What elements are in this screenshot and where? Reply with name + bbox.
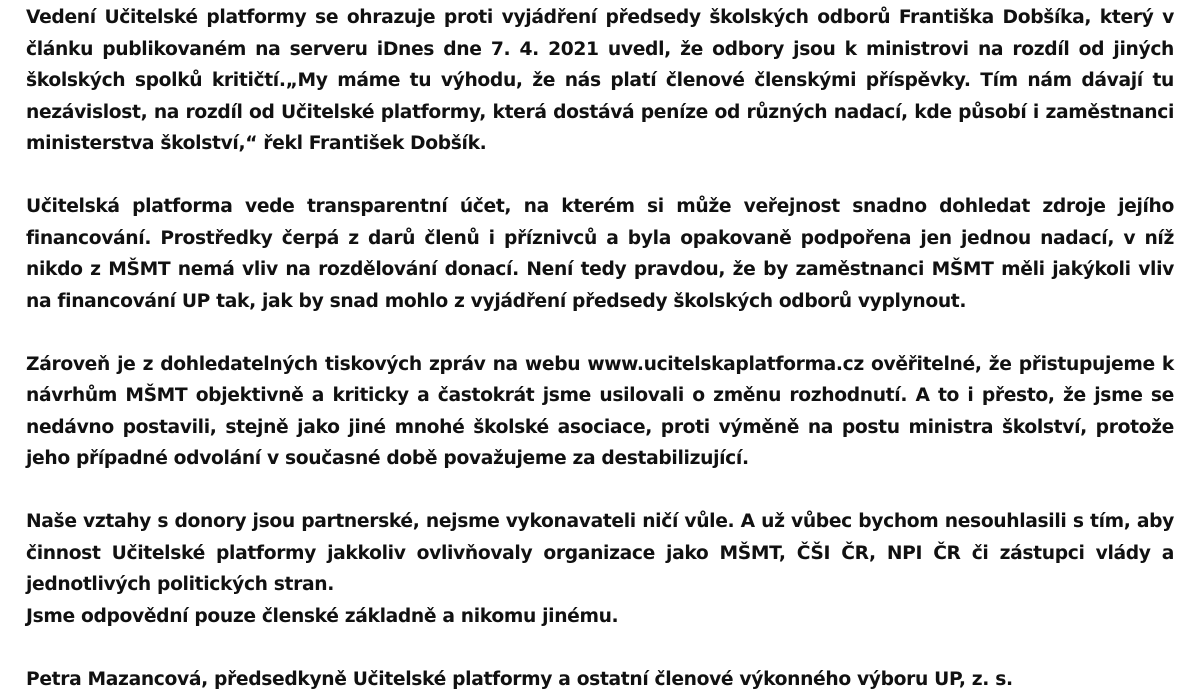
paragraph-response-to-union: Vedení Učitelské platformy se ohrazuje proti vyjádření předsedy školských odborů Františka Dobšíka, který v článku publikovaném na serveru iDnes dne 7. 4. 2021 uvedl, že odbory jsou k ministrovi na rozdíl od jiných školských spolků kritičtí.„My máme tu výhodu, že nás platí členové členskými příspěvky. Tím nám dávají tu nezávislost, na rozdíl od Učitelské platformy, která dostává peníze od různých nadací, kde působí i zaměstnanci ministerstva školství,“ řekl František Dobšík.: [26, 2, 1174, 160]
paragraph-objective-approach: Zároveň je z dohledatelných tiskových zpráv na webu www.ucitelskaplatforma.cz ověřitelné, že přistupujeme k návrhům MŠMT objektivně a kriticky a častokrát jsme usilovali o změnu rozhodnutí. A to i přesto, že jsme se nedávno postavili, stejně jako jiné mnohé školské asociace, proti výměně na postu ministra školství, protože jeho případné odvolání v současné době považujeme za destabilizující.: [26, 349, 1174, 475]
paragraph-donor-relations: Naše vztahy s donory jsou partnerské, nejsme vykonavateli ničí vůle. A už vůbec bychom nesouhlasili s tím, aby činnost Učitelské platformy jakkoliv ovlivňovaly organizace jako MŠMT, ČŠI ČR, NPI ČR či zástupci vlády a jednotlivých politických stran.: [26, 506, 1174, 601]
paragraph-transparent-account: Učitelská platforma vede transparentní účet, na kterém si může veřejnost snadno dohledat zdroje jejího financování. Prostředky čerpá z darů členů i příznivců a byla opakovaně podpořena jen jednou nadací, v níž nikdo z MŠMT nemá vliv na rozdělování donací. Není tedy pravdou, že by zaměstnanci MŠMT měli jakýkoli vliv na financování UP tak, jak by snad mohlo z vyjádření předsedy školských odborů vyplynout.: [26, 191, 1174, 317]
signature: Petra Mazancová, předsedkyně Učitelské platformy a ostatní členové výkonného výboru UP, z. s.: [26, 664, 1174, 695]
paragraph-accountability: Jsme odpovědní pouze členské základně a nikomu jinému.: [26, 601, 1174, 633]
